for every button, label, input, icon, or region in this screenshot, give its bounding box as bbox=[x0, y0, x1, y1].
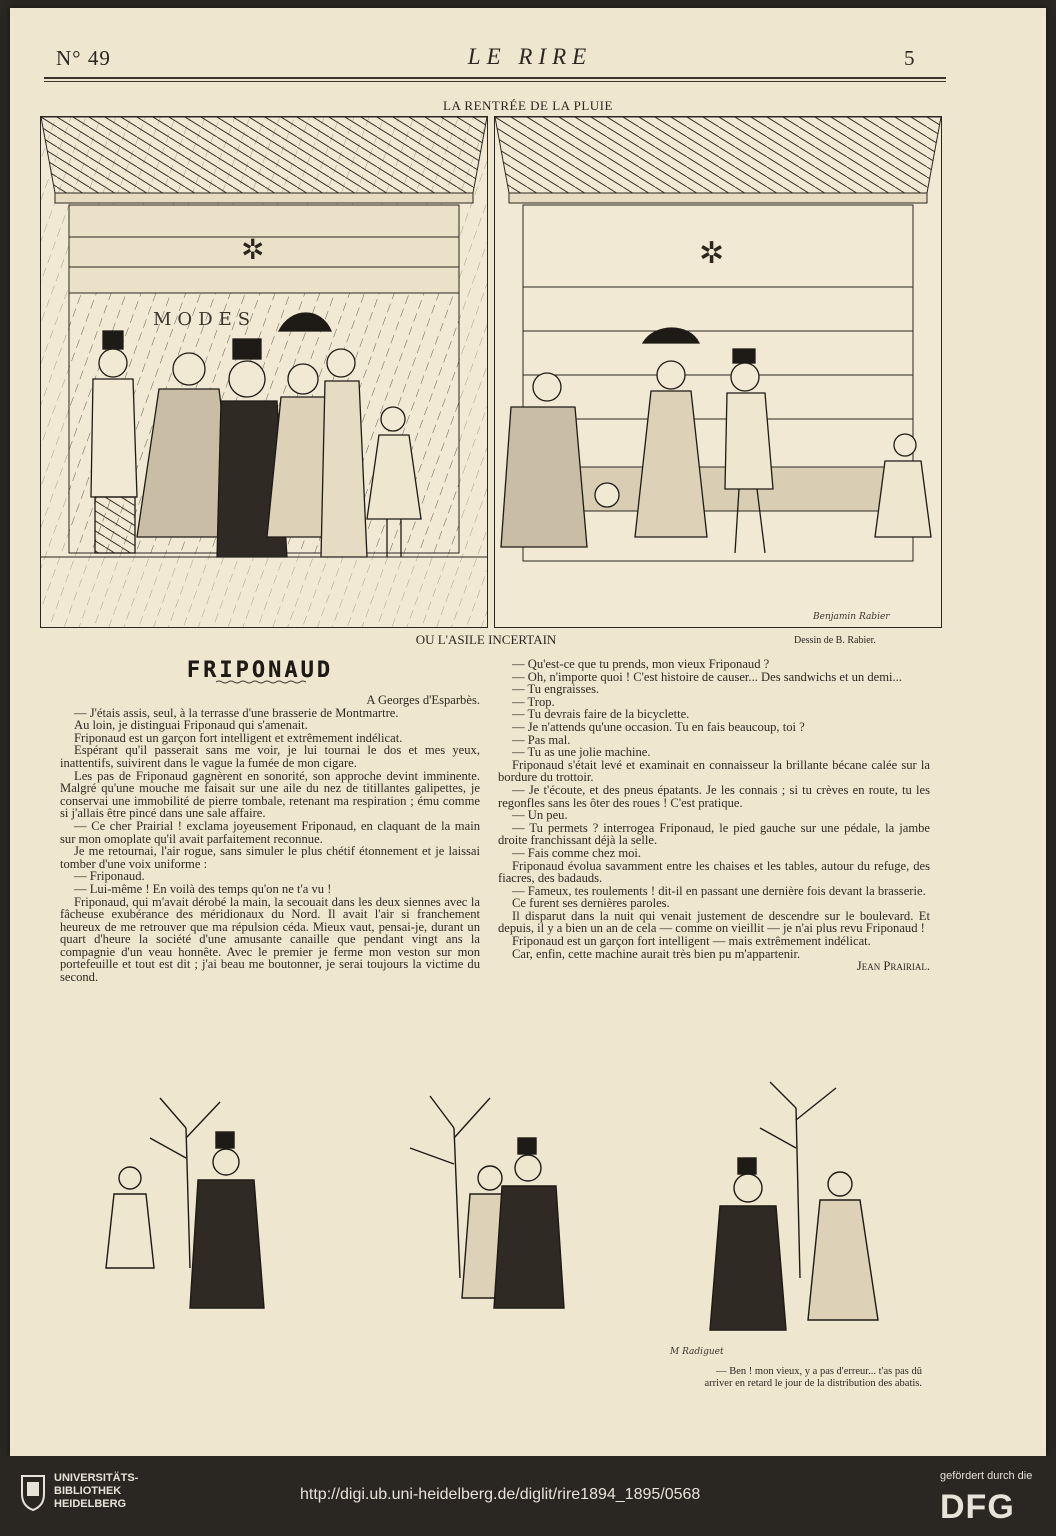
paragraph: Ce furent ses dernières paroles. bbox=[512, 896, 670, 911]
paragraph: — Fameux, tes roulements ! dit-il en passant une dernière fois devant la brasserie. bbox=[512, 883, 926, 898]
paragraph: — Friponaud. bbox=[74, 869, 145, 884]
paragraph: Friponaud est un garçon fort intelligent et extrêmement indélicat. bbox=[74, 730, 403, 745]
artist-signature: Benjamin Rabier bbox=[813, 612, 890, 622]
paragraph: Au loin, je distinguai Friponaud qui s'amenait. bbox=[74, 718, 308, 733]
paragraph: Je me retournai, l'air rogue, sans simuler le plus chétif étonnement et je laissai tomber d'une voix uniforme : bbox=[60, 844, 480, 871]
flower-ornament-icon: ✲ bbox=[699, 236, 725, 271]
header-rule-thin bbox=[44, 81, 946, 82]
paragraph: — Tu permets ? interrogea Friponaud, le pied gauche sur une pédale, la jambe droite franchissant déjà la selle. bbox=[498, 820, 930, 848]
paragraph: — Tu devrais faire de la bicyclette. bbox=[512, 707, 690, 722]
paragraph: — Tu engraisses. bbox=[512, 682, 600, 697]
scanned-page bbox=[10, 8, 1046, 1456]
cartoon-caption: OU L'ASILE INCERTAIN bbox=[415, 632, 557, 647]
paragraph: — Ce cher Prairial ! exclama joyeusement Friponaud, en claquant de la main sur mon omoplate qu'il avait parfaitement reconnue. bbox=[60, 818, 480, 846]
issue-number: N° 49 bbox=[56, 46, 111, 70]
paragraph: — Fais comme chez moi. bbox=[512, 845, 642, 860]
illustration-sunny-street bbox=[495, 117, 941, 627]
paragraph: — Je t'écoute, et des pneus épatants. Je les connais ; si tu crèves en route, tu les regonfles sans les ôter des roues ! C'est pratique. bbox=[498, 782, 930, 810]
page-number: 5 bbox=[904, 46, 915, 70]
cartoon-panel-right bbox=[494, 116, 942, 628]
paragraph: — Oh, n'importe quoi ! C'est histoire de causer... Des sandwichs et un demi... bbox=[512, 669, 902, 684]
caption-line: arriver en retard le jour de la distribution des abatis. bbox=[704, 1378, 922, 1389]
paragraph: — Un peu. bbox=[512, 808, 568, 823]
journal-title: LE RIRE bbox=[467, 44, 593, 69]
article-column-1 bbox=[60, 694, 480, 984]
artist-signature: M Radiguet bbox=[670, 1347, 724, 1357]
title-ornament bbox=[216, 680, 306, 684]
cartoon-panel-left bbox=[40, 116, 488, 628]
library-name bbox=[54, 1472, 138, 1511]
paragraph: — J'étais assis, seul, à la terrasse d'une brasserie de Montmartre. bbox=[74, 705, 399, 720]
paragraph: Il disparut dans la nuit qui venait justement de descendre sur le boulevard. Et depuis, il y a bien un an de cela — comme on vieillit — je n'ai plus revu Friponaud ! bbox=[498, 908, 930, 936]
dfg-logo: DFG bbox=[940, 1488, 1015, 1526]
paragraph: — Pas mal. bbox=[512, 732, 571, 747]
author-signature: Jean Prairial. bbox=[856, 959, 930, 974]
library-line: HEIDELBERG bbox=[54, 1498, 127, 1510]
paragraph: — Lui-même ! En voilà des temps qu'on ne t'a vu ! bbox=[74, 881, 332, 896]
university-seal-icon bbox=[18, 1472, 48, 1512]
caption-line: — Ben ! mon vieux, y a pas d'erreur... t'as pas dû bbox=[716, 1366, 922, 1377]
cartoon-strip-bottom bbox=[70, 1068, 930, 1368]
paragraph: — Je n'attends qu'une occasion. Tu en fais beaucoup, toi ? bbox=[512, 719, 805, 734]
paragraph: Car, enfin, cette machine aurait très bien pu m'appartenir. bbox=[512, 946, 801, 961]
shop-sign: MODES bbox=[153, 309, 257, 330]
article-column-2 bbox=[498, 658, 930, 973]
funded-by-label: gefördert durch die bbox=[940, 1470, 1033, 1482]
paragraph: Friponaud, qui m'avait dérobé la main, la secouait dans les deux siennes avec la fâcheuse exubérance des méridionaux du Nord. Il avait l'air si franchement heureux de me retrouver que ma répulsion céda. Mieux vaut, pensai-je, durant un quart d'heure la société d'une amusante canaille que pendant vingt ans la compagnie d'un veau honnête. Avec le premier je ferme mon veston sur mon portefeuille et tout est dit ; j'ai beau me boutonner, je serai toujours la victime du second. bbox=[60, 894, 480, 985]
paragraph: — Trop. bbox=[512, 694, 555, 709]
paragraph: Les pas de Friponaud gagnèrent en sonorité, son approche devint imminente. Malgré qu'une mouche me faisait sur une aile du nez de titillantes galipettes, je conservai une immobilité de pierre tombale, retenant ma respiration ; ému comme si j'allais être pincé dans une sale affaire. bbox=[60, 768, 480, 821]
paragraph: Friponaud évolua savamment entre les chaises et les tables, autour du refuge, des fiacres, des badauds. bbox=[498, 858, 930, 886]
cartoon-title: LA RENTRÉE DE LA PLUIE bbox=[443, 98, 613, 113]
library-line: BIBLIOTHEK bbox=[54, 1485, 122, 1497]
paragraph: — Qu'est-ce que tu prends, mon vieux Friponaud ? bbox=[512, 657, 770, 671]
paragraph: Friponaud s'était levé et examinait en connaisseur la brillante bécane calée sur la bordure du trottoir. bbox=[498, 757, 930, 785]
illustration-rain-crowd bbox=[41, 117, 487, 627]
permalink-url[interactable]: http://digi.ub.uni-heidelberg.de/diglit/rire1894_1895/0568 bbox=[300, 1486, 701, 1503]
library-line: UNIVERSITÄTS- bbox=[54, 1472, 139, 1484]
cartoon-strip-caption bbox=[622, 1366, 922, 1390]
dedication: A Georges d'Esparbès. bbox=[366, 693, 480, 707]
paragraph: Friponaud est un garçon fort intelligent — mais extrêmement indélicat. bbox=[512, 934, 871, 949]
flower-ornament-icon: ✲ bbox=[241, 233, 265, 266]
drawing-credit: Dessin de B. Rabier. bbox=[794, 635, 876, 646]
article-title: FRIPONAUD bbox=[186, 658, 334, 683]
paragraph: Espérant qu'il passerait sans me voir, je lui tournai le dos et mes yeux, inattentifs, suivirent dans le vague la fumée de mon cigare. bbox=[60, 743, 480, 770]
paragraph: — Tu as une jolie machine. bbox=[512, 745, 651, 760]
header-rule bbox=[44, 77, 946, 79]
